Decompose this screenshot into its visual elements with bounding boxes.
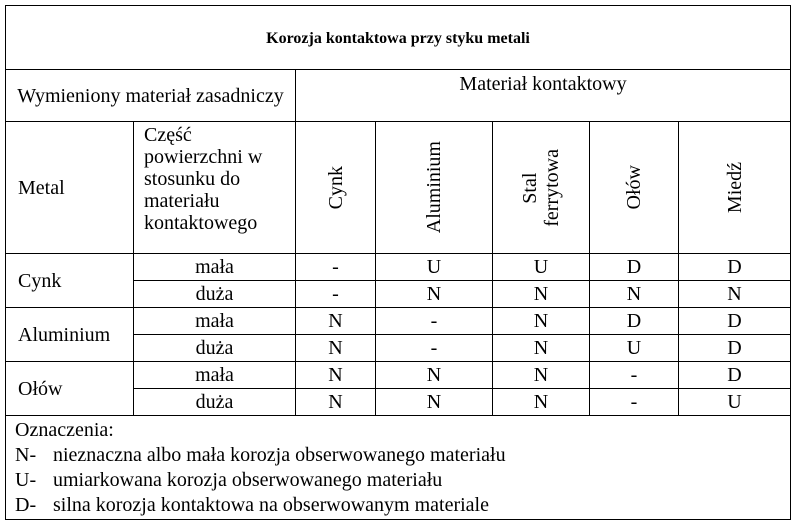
value-cell: N — [493, 335, 590, 362]
value-cell: U — [679, 389, 791, 416]
value-cell: D — [679, 362, 791, 389]
legend-text: silna korozja kontaktowa na obserwowanym materiale — [53, 494, 489, 516]
legend-item — [15, 468, 790, 493]
value-cell: D — [590, 308, 679, 335]
legend-code: N- — [15, 444, 37, 466]
base-material-header: Wymieniony materiał zasadniczy — [6, 70, 296, 122]
contact-label: Miedź — [723, 161, 746, 214]
contact-header-miedz — [679, 122, 791, 254]
contact-header-aluminium — [376, 122, 493, 254]
value-cell: N — [376, 389, 493, 416]
value-cell: N — [296, 362, 376, 389]
surface-cell: duża — [134, 335, 296, 362]
value-cell: U — [493, 254, 590, 281]
value-cell: - — [376, 335, 493, 362]
legend-code: D- — [15, 494, 37, 516]
value-cell: N — [493, 362, 590, 389]
surface-cell: duża — [134, 281, 296, 308]
value-cell: D — [679, 335, 791, 362]
table-row — [6, 308, 791, 335]
surface-cell: duża — [134, 389, 296, 416]
legend-text: nieznaczna albo mała korozja obserwowanego materiału — [53, 444, 506, 466]
legend-cell — [6, 416, 791, 520]
value-cell: - — [296, 254, 376, 281]
surface-column-header: Część powierzchni w stosunku do materiału kontaktowego — [134, 122, 296, 254]
surface-cell: mała — [134, 362, 296, 389]
table-title: Korozja kontaktowa przy styku metali — [266, 29, 530, 47]
value-cell: U — [590, 335, 679, 362]
value-cell: N — [376, 362, 493, 389]
value-cell: D — [679, 254, 791, 281]
contact-label: Ołów — [623, 165, 645, 210]
value-cell: - — [296, 281, 376, 308]
value-cell: N — [493, 281, 590, 308]
table-row — [6, 254, 791, 281]
value-cell: N — [679, 281, 791, 308]
metal-cell: Ołów — [6, 362, 134, 416]
legend-code: U- — [15, 469, 37, 491]
value-cell: D — [679, 308, 791, 335]
value-cell: N — [590, 281, 679, 308]
table-row — [6, 362, 791, 389]
value-cell: - — [590, 362, 679, 389]
legend-item — [15, 493, 790, 518]
surface-cell: mała — [134, 308, 296, 335]
contact-label: Stal ferrytowa — [519, 148, 563, 227]
value-cell: N — [493, 389, 590, 416]
contact-header-stal-ferrytowa — [493, 122, 590, 254]
legend-heading: Oznaczenia: — [15, 419, 114, 441]
value-cell: N — [296, 308, 376, 335]
metal-column-header: Metal — [6, 122, 134, 254]
contact-label: Aluminium — [423, 141, 445, 234]
title-cell — [6, 6, 791, 70]
legend-text: umiarkowana korozja obserwowanego materiału — [53, 469, 443, 491]
metal-cell: Cynk — [6, 254, 134, 308]
value-cell: D — [590, 254, 679, 281]
value-cell: N — [296, 389, 376, 416]
value-cell: U — [376, 254, 493, 281]
surface-cell: mała — [134, 254, 296, 281]
contact-header-cynk — [296, 122, 376, 254]
corrosion-table — [5, 5, 791, 520]
value-cell: N — [493, 308, 590, 335]
legend-item — [15, 443, 790, 468]
value-cell: - — [590, 389, 679, 416]
contact-material-header: Materiał kontaktowy — [296, 70, 791, 122]
metal-cell: Aluminium — [6, 308, 134, 362]
contact-header-olow — [590, 122, 679, 254]
value-cell: N — [376, 281, 493, 308]
value-cell: N — [296, 335, 376, 362]
value-cell: - — [376, 308, 493, 335]
contact-label: Cynk — [324, 165, 347, 210]
